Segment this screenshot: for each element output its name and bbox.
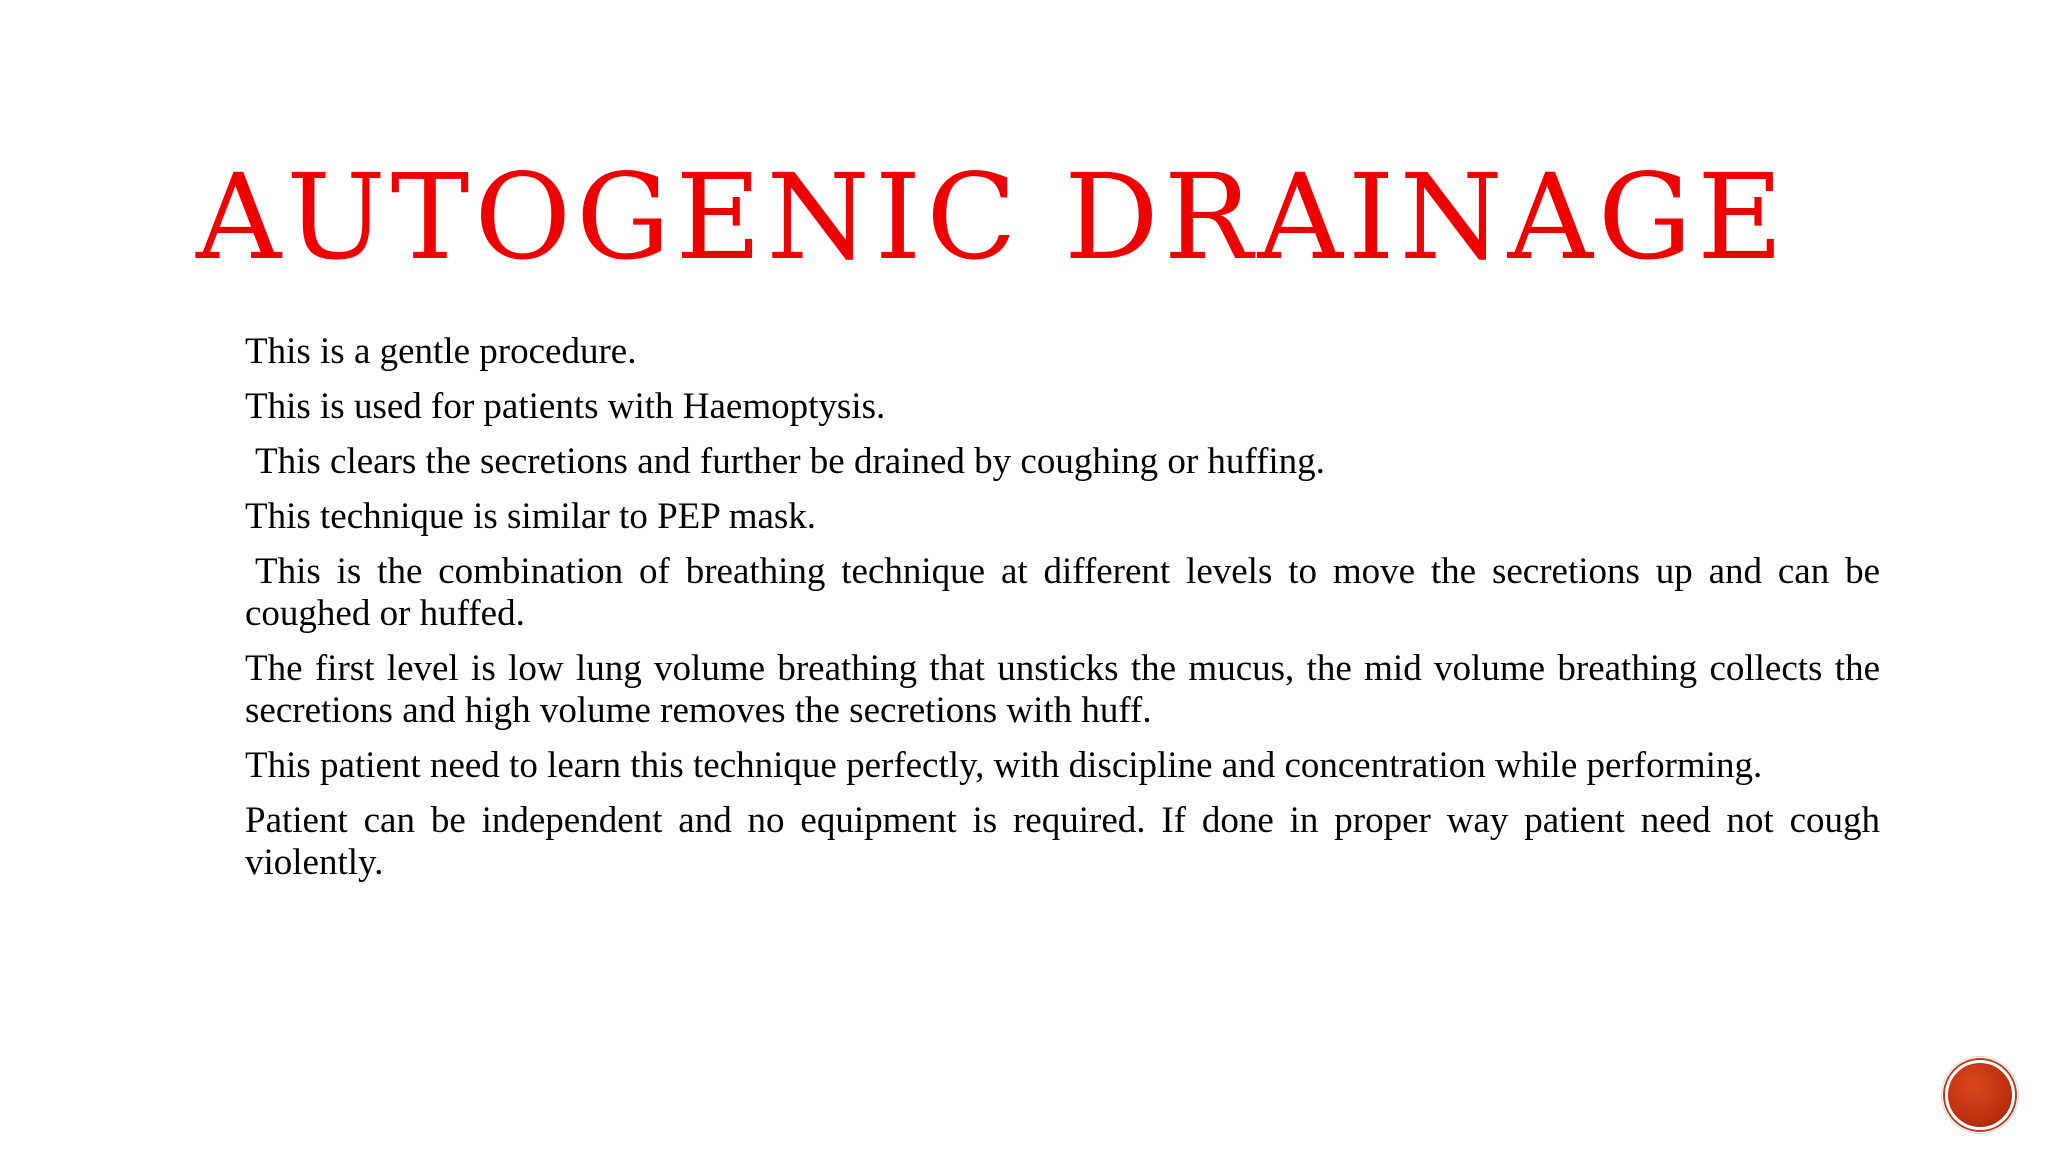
list-item: Patient can be independent and no equipment is required. If done in proper way patient need not cough violently. [245, 800, 1880, 883]
slide-nav-button[interactable] [1942, 1057, 2018, 1133]
list-item: This patient need to learn this technique perfectly, with discipline and concentration while performing. [245, 745, 1763, 786]
list-item: This technique is similar to PEP mask. [245, 496, 817, 537]
list-item: This is the combination of breathing technique at different levels to move the secretions up and can be coughed or huffed. [245, 551, 1880, 634]
bullet-list [245, 331, 1880, 897]
list-item: The first level is low lung volume breathing that unsticks the mucus, the mid volume breathing collects the secretions and high volume removes the secretions with huff. [245, 648, 1880, 731]
red-circle-button-icon [1945, 1060, 2015, 1130]
list-item: This clears the secretions and further be drained by coughing or huffing. [255, 441, 1325, 482]
list-item: This is a gentle procedure. [245, 331, 637, 372]
list-item: This is used for patients with Haemoptysis. [245, 386, 886, 427]
slide-title: AUTOGENIC DRAINAGE [196, 148, 1789, 286]
